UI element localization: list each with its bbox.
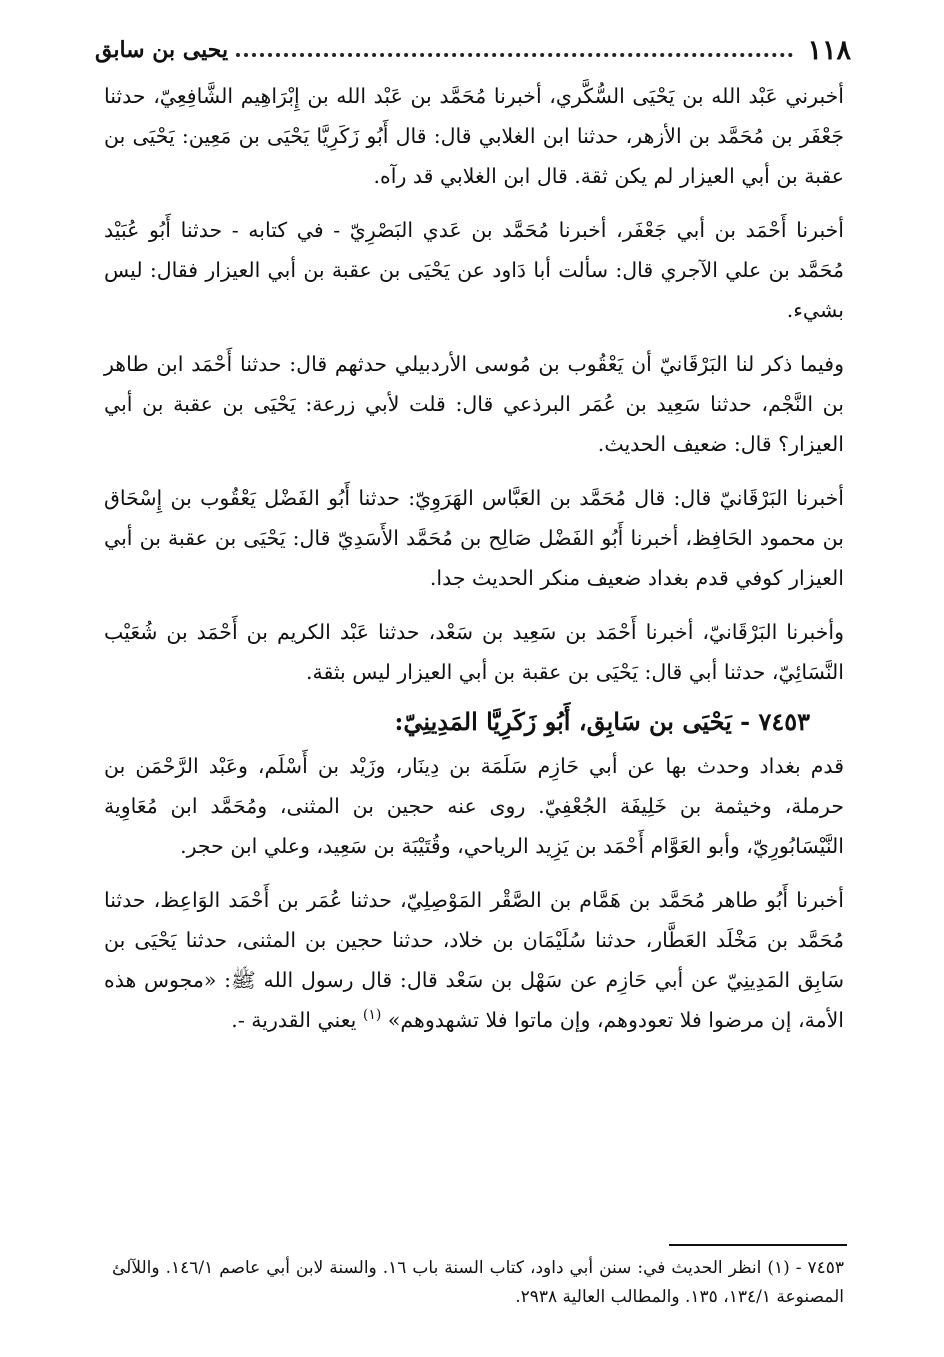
entry-paragraph-2-text: أخبرنا أَبُو طاهر مُحَمَّد بن هَمَّام بن الصَّقْر المَوْصِلِيّ، حدثنا عُمَر بن أَحْمَد الوَاعِظ، حدثنا مُحَمَّد بن مَخْلَد العَطَّار، حدثنا سُلَيْمَان بن خلاد، حدثنا حجين بن المثنى، حدثنا يَحْيَى بن سَابِق المَدِينِيّ عن أبي حَازِم عن سَهْل بن سَعْد قال: قال رسول الله ﷺ: «مجوس هذه الأمة، إن مرضوا فلا تعودوهم، وإن ماتوا فلا تشهدوهم» <box>104 888 844 1032</box>
paragraph-5: وأخبرنا البَرْقَانيّ، أخبرنا أَحْمَد بن سَعِيد بن سَعْد، حدثنا عَبْد الكريم بن أَحْمَد بن شُعَيْب النَّسَائِيّ، حدثنا أبي قال: يَحْيَى بن عقبة بن أبي العيزار ليس بثقة. <box>104 620 844 684</box>
paragraph-3: وفيما ذكر لنا البَرْقَانيّ أن يَعْقُوب بن مُوسى الأردبيلي حدثهم قال: حدثنا أَحْمَد ابن طاهر بن النَّجْم، حدثنا سَعِيد بن عُمَر البرذعي قال: قلت لأبي زرعة: يَحْيَى بن عقبة بن أبي العيزار؟ قال: ضعيف الحديث. <box>104 352 844 456</box>
body-text <box>104 76 844 1054</box>
footnote: ٧٤٥٣ - (١) انظر الحديث في: سنن أبي داود، كتاب السنة باب ١٦. والسنة لابن أبي عاصم ١٤٦/١. واللآلئ المصنوعة ١٣٤/١، ١٣٥. والمطالب العالية ٢٩٣٨. <box>112 1258 845 1307</box>
paragraph-4: أخبرنا البَرْقَانيّ قال: قال مُحَمَّد بن العَبَّاس الهَرَوِيّ: حدثنا أَبُو الفَضْل يَعْقُوب بن إِسْحَاق بن محمود الحَافِظ، أخبرنا أَبُو الفَضْل صَالِح بن مُحَمَّد الأَسَدِيّ قال: يَحْيَى بن عقبة بن أبي العيزار كوفي قدم بغداد ضعيف منكر الحديث جدا. <box>104 486 844 590</box>
paragraph-2: أخبرنا أَحْمَد بن أبي جَعْفَر، أخبرنا مُحَمَّد بن عَدي البَصْرِيّ - في كتابه - حدثنا أَبُو عُبَيْد مُحَمَّد بن علي الآجري قال: سألت أبا دَاود عن يَحْيَى بن عقبة بن أبي العيزار فقال: ليس بشيء. <box>104 218 844 322</box>
running-title: يحيى بن سابق <box>95 37 229 63</box>
closing-text: يعني القدرية -. <box>231 1008 357 1032</box>
running-head <box>95 30 851 70</box>
page-number: ١١٨ <box>807 34 851 66</box>
entry-paragraph-2 <box>104 880 844 1040</box>
entry-heading: ٧٤٥٣ - يَحْيَى بن سَابِق، أَبُو زَكَرِيَّا المَدِينِيّ: <box>394 707 810 736</box>
footnote-marker: (١) <box>362 1007 382 1024</box>
paragraph-1: أخبرني عَبْد الله بن يَحْيَى السُّكَّري، أخبرنا مُحَمَّد بن عَبْد الله بن إِبْرَاهِيم الشَّافِعِيّ، حدثنا جَعْفَر بن مُحَمَّد بن الأزهر، حدثنا ابن الغلابي قال: قال أَبُو زَكَرِيَّا يَحْيَى بن مَعِين: يَحْيَى بن عقبة بن أبي العيزار لم يكن ثقة. قال ابن الغلابي قد رآه. <box>104 84 844 188</box>
footnote-separator <box>669 1244 847 1246</box>
dotted-leader <box>236 53 793 57</box>
entry-paragraph-1: قدم بغداد وحدث بها عن أبي حَازِم سَلَمَة بن دِينَار، وزَيْد بن أَسْلَم، وعَبْد الرَّحْمَن بن حرملة، وخيثمة بن خَلِيفَة الجُعْفِيّ. روى عنه حجين بن المثنى، ومُحَمَّد ابن مُعَاوِية النَّيْسَابُورِيّ، وأبو العَوَّام أَحْمَد بن يَزِيد الرياحي، وقُتَيْبَة بن سَعِيد، وعلي ابن حجر. <box>104 754 844 858</box>
